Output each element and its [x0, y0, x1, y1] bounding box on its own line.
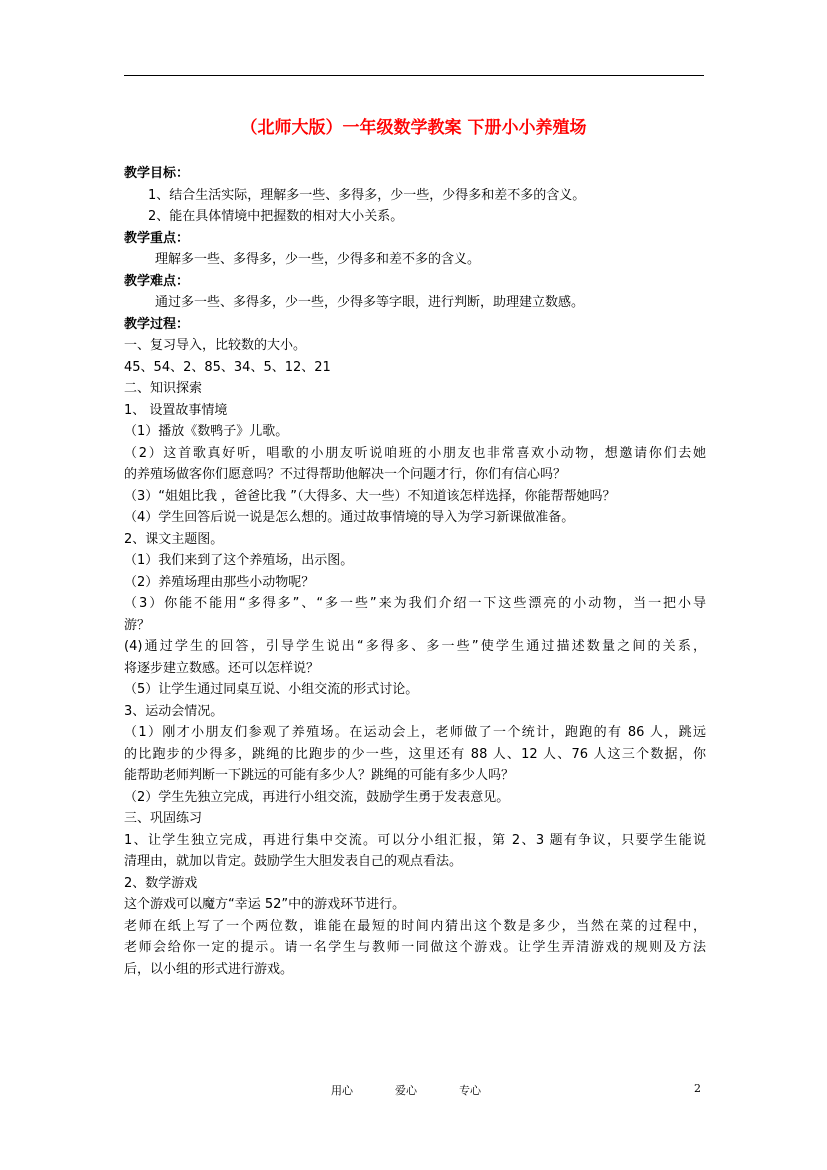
footer-motto — [331, 1082, 523, 1098]
text-line: 二、知识探索 — [124, 381, 203, 396]
text-line: （2）学生先独立完成，再进行小组交流，鼓励学生勇于发表意见。 — [124, 789, 510, 805]
text-line: 老师会给你一定的提示。请一名学生与教师一同做这个游戏。让学生弄清游戏的规则及方法 — [124, 940, 706, 955]
text-line: 1、 设置故事情境 — [124, 402, 228, 418]
section-heading: 教学重点： — [124, 230, 190, 246]
text-line: （1）播放《数鸭子》儿歌。 — [124, 424, 289, 439]
text-line: （2）这首歌真好听，唱歌的小朋友听说咱班的小朋友也非常喜欢小动物，想邀请你们去她 — [124, 445, 706, 461]
document-title: （北师大版）一年级数学教案 下册小小养殖场 — [240, 118, 587, 138]
text-line: 清理由，就加以肯定。鼓励学生大胆发表自己的观点看法。 — [124, 854, 463, 869]
section-heading: 教学难点： — [124, 273, 190, 289]
text-line: 通过多一些、多得多，少一些，少得多等字眼，进行判断，助理建立数感。 — [155, 295, 585, 310]
text-line: 老师在纸上写了一个两位数，谁能在最短的时间内猜出这个数是多少，当然在菜的过程中， — [124, 918, 706, 934]
document-body — [124, 163, 706, 980]
text-line: 将逐步建立数感。还可以怎样说？ — [124, 660, 320, 676]
text-line: 三、巩固练习 — [124, 811, 203, 826]
text-line: 2、能在具体情境中把握数的相对大小关系。 — [148, 209, 404, 224]
text-line: （3）“姐姐比我 ，爸爸比我 ”（大得多、大一些）不知道该怎样选择，你能帮帮她吗？ — [124, 488, 616, 504]
text-line: （1）我们来到了这个养殖场，出示图。 — [124, 553, 354, 568]
text-line: 2、课文主题图。 — [124, 531, 224, 547]
text-line: 3、运动会情况。 — [124, 703, 224, 719]
footer-word: 爱心 — [395, 1084, 417, 1097]
text-line: 2、数学游戏 — [124, 875, 198, 891]
text-line: 的比跑步的少得多，跳绳的比跑步的少一些，这里还有 88 人、12 人、76 人这三个数据，你 — [124, 746, 706, 762]
text-line: 1、让学生独立完成，再进行集中交流。可以分小组汇报，第 2、3 题有争议，只要学生能说 — [124, 832, 706, 848]
text-line: 理解多一些、多得多，少一些，少得多和差不多的含义。 — [155, 252, 481, 267]
section-heading: 教学过程： — [124, 316, 190, 332]
page-number: 2 — [694, 1082, 701, 1095]
text-line: 一、复习导入，比较数的大小。 — [124, 338, 307, 353]
text-line: 45、54、2、85、34、5、12、21 — [124, 359, 331, 375]
footer-word: 专心 — [459, 1084, 481, 1097]
text-line: （3）你能不能用“多得多”、“多一些”来为我们介绍一下这些漂亮的小动物，当一把小导 — [124, 596, 706, 611]
text-line: 的养殖场做客你们愿意吗？不过得帮助他解决一个问题才行，你们有信心吗？ — [124, 467, 567, 482]
text-line: （1）刚才小朋友们参观了养殖场。在运动会上，老师做了一个统计，跑跑的有 86 人，跳远 — [124, 725, 706, 740]
header-rule — [124, 75, 704, 76]
text-line: （5）让学生通过同桌互说、小组交流的形式讨论。 — [124, 682, 419, 697]
text-line: 游？ — [124, 617, 151, 633]
text-line: (4)通过学生的回答，引导学生说出“多得多、多一些”使学生通过描述数量之间的关系， — [124, 639, 706, 654]
text-line: （4）学生回答后说一说是怎么想的。通过故事情境的导入为学习新课做准备。 — [124, 510, 575, 525]
text-line: 1、结合生活实际，理解多一些、多得多，少一些，少得多和差不多的含义。 — [148, 187, 586, 203]
section-heading: 教学目标： — [124, 166, 190, 181]
text-line: 能帮助老师判断一下跳远的可能有多少人？跳绳的可能有多少人吗？ — [124, 768, 515, 783]
footer-word: 用心 — [331, 1084, 353, 1097]
text-line: 这个游戏可以魔方“幸运 52”中的游戏环节进行。 — [124, 897, 406, 912]
text-line: （2）养殖场理由那些小动物呢？ — [124, 574, 315, 590]
text-line: 后，以小组的形式进行游戏。 — [124, 961, 294, 977]
